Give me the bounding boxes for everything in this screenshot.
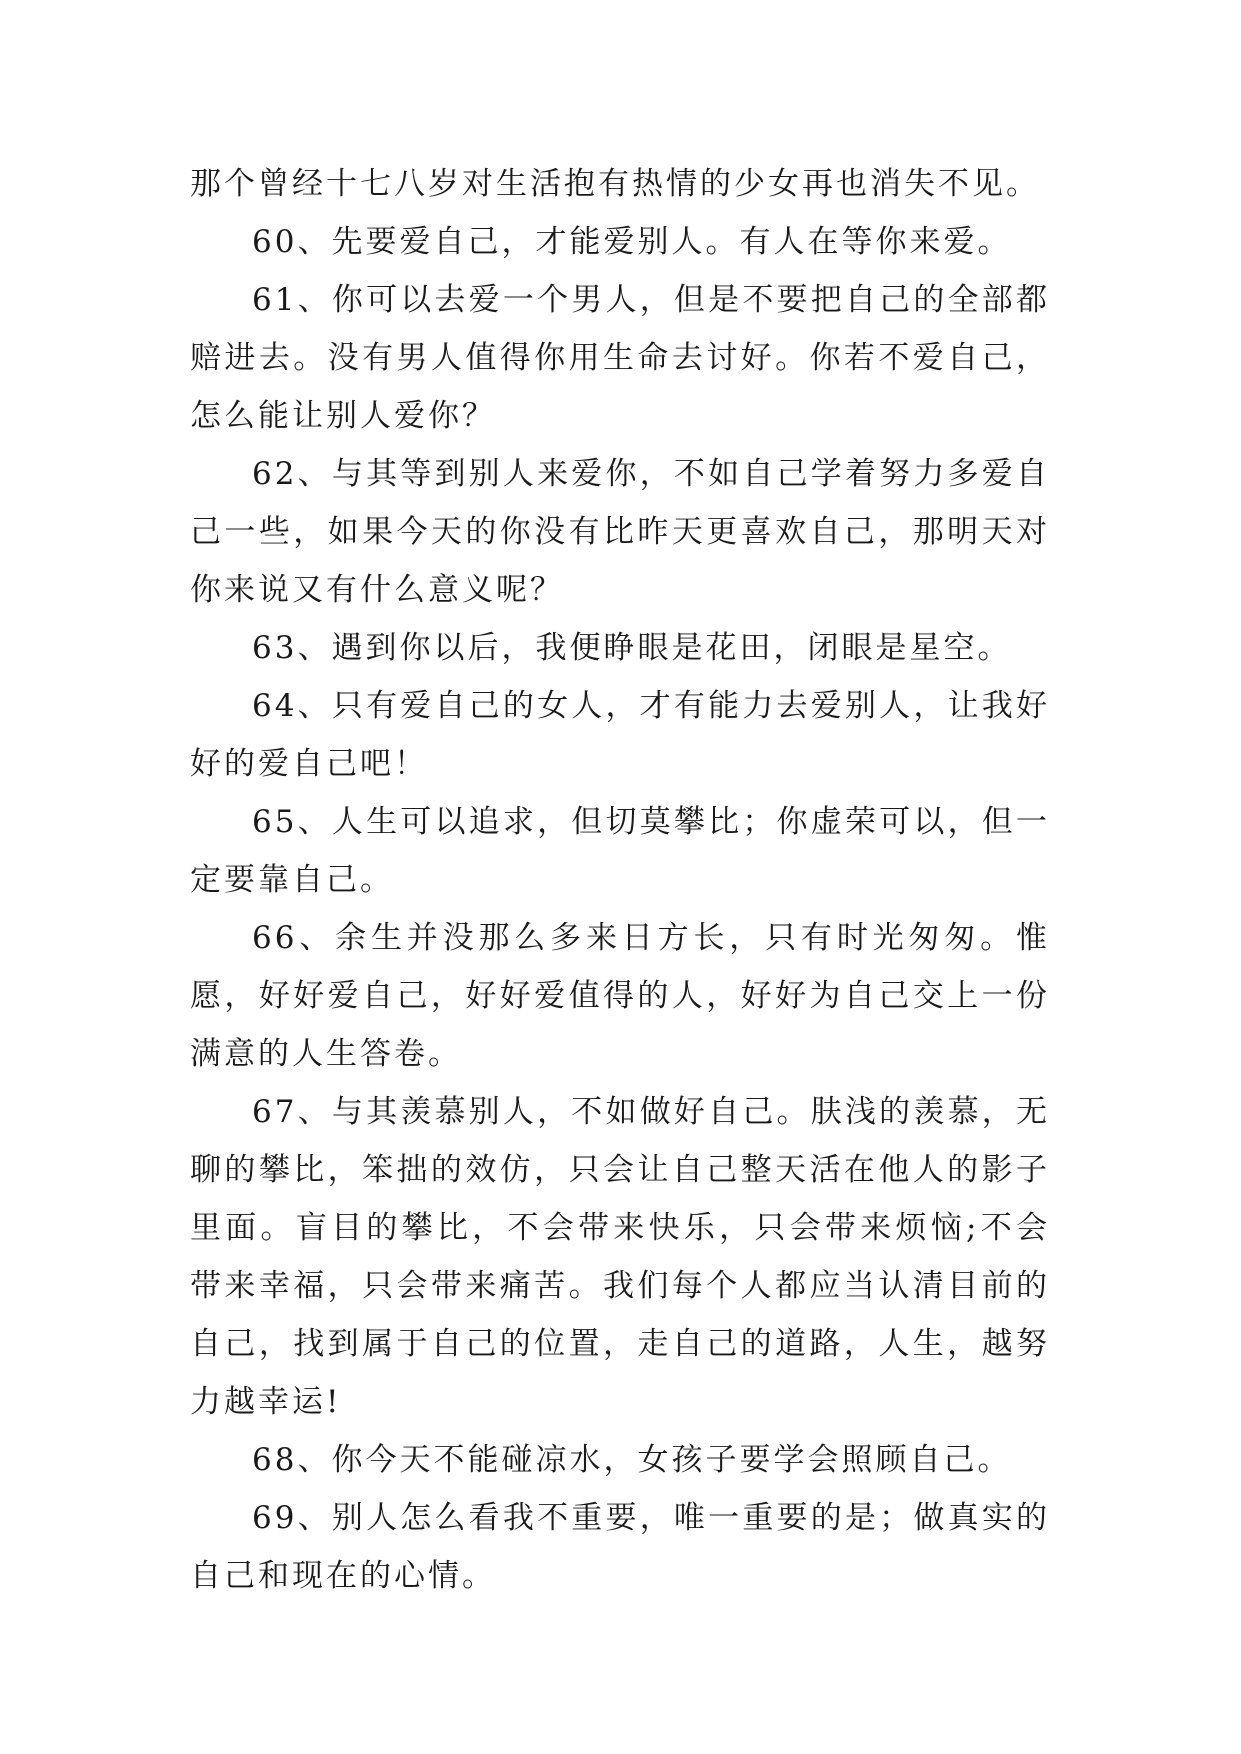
paragraph-69: 69、别人怎么看我不重要，唯一重要的是；做真实的自己和现在的心情。	[190, 1500, 1050, 1594]
paragraph-68: 68、你今天不能碰凉水，女孩子要学会照顾自己。	[252, 1442, 1012, 1478]
paragraph-65: 65、人生可以追求，但切莫攀比；你虚荣可以，但一定要靠自己。	[190, 804, 1050, 898]
paragraph-64: 64、只有爱自己的女人，才有能力去爱别人，让我好好的爱自己吧！	[190, 688, 1050, 782]
paragraph-61: 61、你可以去爱一个男人，但是不要把自己的全部都赔进去。没有男人值得你用生命去讨好。你若不爱自己，怎么能让别人爱你？	[190, 282, 1050, 434]
paragraph-continuation: 那个曾经十七八岁对生活抱有热情的少女再也消失不见。	[190, 166, 1040, 202]
paragraph-62: 62、与其等到别人来爱你，不如自己学着努力多爱自己一些，如果今天的你没有比昨天更喜欢自己，那明天对你来说又有什么意义呢？	[190, 456, 1050, 608]
paragraph-66: 66、余生并没那么多来日方长，只有时光匆匆。惟愿，好好爱自己，好好爱值得的人，好好为自己交上一份满意的人生答卷。	[190, 920, 1050, 1072]
paragraph-60: 60、先要爱自己，才能爱别人。有人在等你来爱。	[252, 224, 1012, 260]
document-body	[190, 155, 1050, 1605]
paragraph-67: 67、与其羡慕别人，不如做好自己。肤浅的羡慕，无聊的攀比，笨拙的效仿，只会让自己整天活在他人的影子里面。盲目的攀比，不会带来快乐，只会带来烦恼;不会带来幸福，只会带来痛苦。我们每个人都应当认清目前的自己，找到属于自己的位置，走自己的道路，人生，越努力越幸运!	[190, 1094, 1050, 1420]
paragraph-63: 63、遇到你以后，我便睁眼是花田，闭眼是星空。	[252, 630, 1012, 666]
